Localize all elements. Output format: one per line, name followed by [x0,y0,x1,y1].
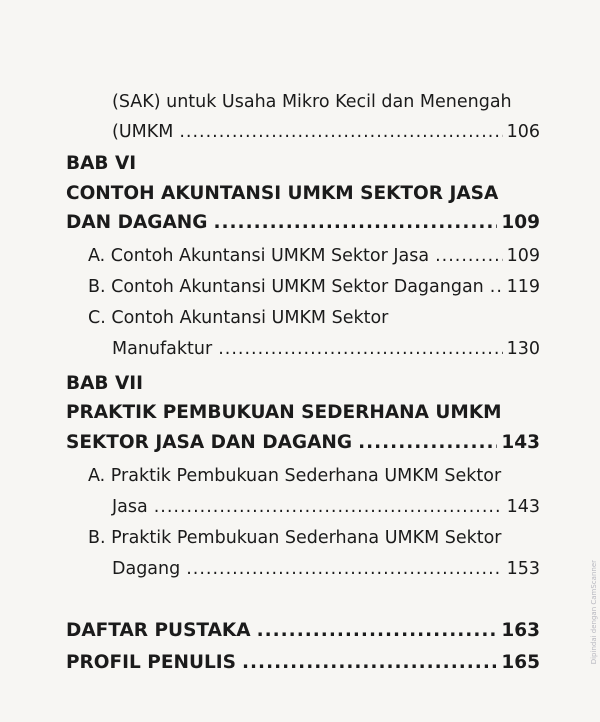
leader-dots [490,277,503,297]
scanner-watermark: Dipindai dengan CamScanner [590,560,598,665]
toc-entry-bab7-b-line1: B. Praktik Pembukuan Sederhana UMKM Sektor [88,528,502,548]
toc-entry-sak [112,122,540,142]
toc-entry-bab7-a [112,497,540,517]
chapter-title-bab6-line1: CONTOH AKUNTANSI UMKM SEKTOR JASA [66,183,499,204]
section-title: Dagang [112,559,181,579]
toc-entry-bab6-a [88,246,540,266]
toc-entry-daftar-pustaka [66,620,540,641]
section-title: Manufaktur [112,339,213,359]
toc-entry-bab7 [66,432,540,453]
toc-entry-bab6 [66,212,540,233]
section-title: DAFTAR PUSTAKA [66,620,251,641]
page-number: 143 [506,497,540,517]
leader-dots [257,620,498,641]
page-number: 130 [506,339,540,359]
leader-dots [218,339,502,359]
chapter-title-bab7-line2: SEKTOR JASA DAN DAGANG [66,432,353,453]
page-number: 163 [501,620,540,641]
page-number: 106 [506,122,540,142]
toc-entry-bab7-a-line1: A. Praktik Pembukuan Sederhana UMKM Sektor [88,466,502,486]
page-number: 109 [506,246,540,266]
section-title: PROFIL PENULIS [66,652,236,673]
toc-entry-sak-line2: (UMKM [112,122,174,142]
section-title: B. Contoh Akuntansi UMKM Sektor Dagangan [88,277,484,297]
toc-entry-bab6-c [112,339,540,359]
leader-dots [435,246,502,266]
leader-dots [213,212,497,233]
leader-dots [358,432,497,453]
page-number: 109 [501,212,540,233]
toc-entry-profil-penulis [66,652,540,673]
chapter-label-bab6: BAB VI [66,153,137,174]
chapter-label-bab7: BAB VII [66,373,144,394]
section-title: A. Contoh Akuntansi UMKM Sektor Jasa [88,246,430,266]
page-number: 165 [501,652,540,673]
leader-dots [179,122,502,142]
chapter-title-bab6-line2: DAN DAGANG [66,212,208,233]
leader-dots [186,559,502,579]
section-title: Jasa [112,497,148,517]
toc-entry-bab6-b [88,277,540,297]
page-number: 119 [506,277,540,297]
toc-entry-bab7-b [112,559,540,579]
leader-dots [154,497,503,517]
page-number: 143 [501,432,540,453]
toc-entry-sak-line1: (SAK) untuk Usaha Mikro Kecil dan Menengah [112,92,512,112]
leader-dots [242,652,497,673]
page-number: 153 [506,559,540,579]
toc-entry-bab6-c-line1: C. Contoh Akuntansi UMKM Sektor [88,308,389,328]
chapter-title-bab7-line1: PRAKTIK PEMBUKUAN SEDERHANA UMKM [66,402,502,423]
